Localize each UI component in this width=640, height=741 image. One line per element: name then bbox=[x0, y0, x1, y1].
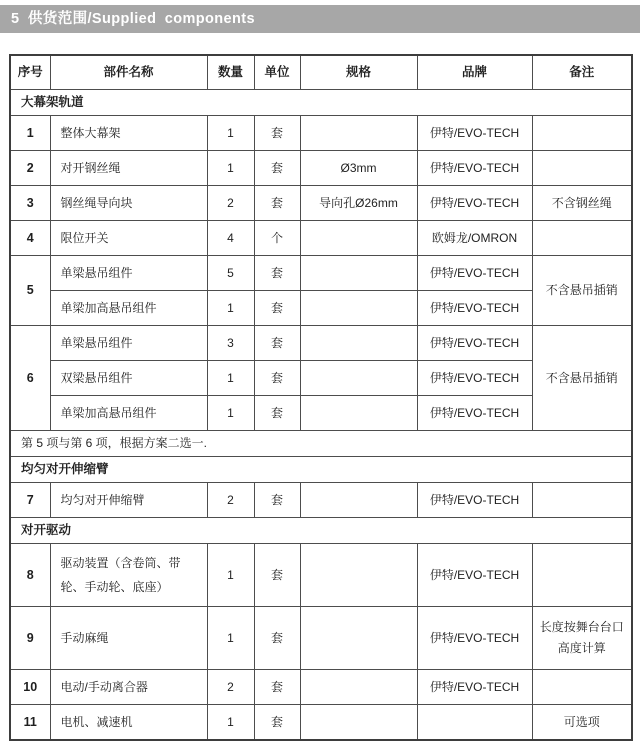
cell-name: 单梁加高悬吊组件 bbox=[50, 396, 207, 431]
table-row bbox=[10, 544, 632, 607]
cell-unit: 套 bbox=[254, 396, 300, 431]
column-header-name: 部件名称 bbox=[50, 55, 207, 90]
table-row bbox=[10, 483, 632, 518]
cell-spec bbox=[300, 291, 417, 326]
cell-name: 单梁悬吊组件 bbox=[50, 256, 207, 291]
cell-brand: 伊特/EVO-TECH bbox=[417, 607, 532, 670]
cell-brand: 伊特/EVO-TECH bbox=[417, 326, 532, 361]
column-header-spec: 规格 bbox=[300, 55, 417, 90]
cell-qty: 2 bbox=[207, 483, 254, 518]
cell-note bbox=[532, 116, 632, 151]
table-row bbox=[10, 221, 632, 256]
table-row bbox=[10, 326, 632, 361]
cell-no: 2 bbox=[10, 151, 50, 186]
section-row bbox=[10, 90, 632, 116]
cell-brand: 伊特/EVO-TECH bbox=[417, 291, 532, 326]
cell-brand: 欧姆龙/OMRON bbox=[417, 221, 532, 256]
cell-note bbox=[532, 151, 632, 186]
cell-spec bbox=[300, 705, 417, 741]
cell-unit: 套 bbox=[254, 256, 300, 291]
section-header: 对开驱动 bbox=[10, 518, 632, 544]
cell-spec bbox=[300, 221, 417, 256]
cell-no: 3 bbox=[10, 186, 50, 221]
cell-note bbox=[532, 544, 632, 607]
cell-no: 7 bbox=[10, 483, 50, 518]
cell-unit: 套 bbox=[254, 116, 300, 151]
cell-name: 单梁加高悬吊组件 bbox=[50, 291, 207, 326]
cell-no: 4 bbox=[10, 221, 50, 256]
cell-qty: 2 bbox=[207, 186, 254, 221]
section-row bbox=[10, 518, 632, 544]
cell-unit: 套 bbox=[254, 705, 300, 741]
cell-name: 电动/手动离合器 bbox=[50, 670, 207, 705]
cell-name: 对开钢丝绳 bbox=[50, 151, 207, 186]
table-row bbox=[10, 116, 632, 151]
cell-spec bbox=[300, 544, 417, 607]
cell-qty: 2 bbox=[207, 670, 254, 705]
cell-name: 限位开关 bbox=[50, 221, 207, 256]
cell-unit: 个 bbox=[254, 221, 300, 256]
cell-spec bbox=[300, 361, 417, 396]
cell-unit: 套 bbox=[254, 607, 300, 670]
cell-qty: 1 bbox=[207, 544, 254, 607]
cell-qty: 1 bbox=[207, 291, 254, 326]
cell-brand: 伊特/EVO-TECH bbox=[417, 186, 532, 221]
cell-brand: 伊特/EVO-TECH bbox=[417, 151, 532, 186]
cell-note: 可选项 bbox=[532, 705, 632, 741]
cell-note bbox=[532, 221, 632, 256]
cell-name: 整体大幕架 bbox=[50, 116, 207, 151]
cell-qty: 4 bbox=[207, 221, 254, 256]
cell-name: 手动麻绳 bbox=[50, 607, 207, 670]
cell-spec: Ø3mm bbox=[300, 151, 417, 186]
note-row bbox=[10, 431, 632, 457]
cell-note bbox=[532, 483, 632, 518]
cell-brand: 伊特/EVO-TECH bbox=[417, 256, 532, 291]
cell-no: 1 bbox=[10, 116, 50, 151]
components-table bbox=[9, 54, 633, 741]
cell-brand bbox=[417, 705, 532, 741]
cell-no: 9 bbox=[10, 607, 50, 670]
cell-qty: 1 bbox=[207, 705, 254, 741]
cell-unit: 套 bbox=[254, 544, 300, 607]
cell-note: 不含悬吊插销 bbox=[532, 256, 632, 326]
cell-qty: 1 bbox=[207, 361, 254, 396]
column-header-note: 备注 bbox=[532, 55, 632, 90]
column-header-brand: 品牌 bbox=[417, 55, 532, 90]
table-header-row bbox=[10, 55, 632, 90]
cell-spec bbox=[300, 326, 417, 361]
cell-qty: 5 bbox=[207, 256, 254, 291]
cell-unit: 套 bbox=[254, 291, 300, 326]
page-title: 5 供货范围/Supplied components bbox=[0, 5, 640, 33]
column-header-unit: 单位 bbox=[254, 55, 300, 90]
cell-qty: 3 bbox=[207, 326, 254, 361]
cell-name: 双梁悬吊组件 bbox=[50, 361, 207, 396]
cell-brand: 伊特/EVO-TECH bbox=[417, 361, 532, 396]
cell-spec: 导向孔Ø26mm bbox=[300, 186, 417, 221]
cell-unit: 套 bbox=[254, 483, 300, 518]
cell-brand: 伊特/EVO-TECH bbox=[417, 396, 532, 431]
cell-spec bbox=[300, 607, 417, 670]
table-row bbox=[10, 705, 632, 741]
cell-note bbox=[532, 670, 632, 705]
table-row bbox=[10, 670, 632, 705]
table-note: 第 5 项与第 6 项，根据方案二选一. bbox=[10, 431, 632, 457]
cell-brand: 伊特/EVO-TECH bbox=[417, 116, 532, 151]
cell-no: 5 bbox=[10, 256, 50, 326]
table-row bbox=[10, 256, 632, 291]
cell-name: 电机、减速机 bbox=[50, 705, 207, 741]
cell-spec bbox=[300, 483, 417, 518]
cell-note: 长度按舞台台口高度计算 bbox=[532, 607, 632, 670]
cell-name: 均匀对开伸缩臂 bbox=[50, 483, 207, 518]
cell-qty: 1 bbox=[207, 116, 254, 151]
cell-unit: 套 bbox=[254, 361, 300, 396]
cell-spec bbox=[300, 670, 417, 705]
cell-unit: 套 bbox=[254, 151, 300, 186]
table-body bbox=[10, 90, 632, 741]
table-row bbox=[10, 151, 632, 186]
cell-no: 8 bbox=[10, 544, 50, 607]
cell-qty: 1 bbox=[207, 151, 254, 186]
cell-name: 驱动装置（含卷筒、带轮、手动轮、底座） bbox=[50, 544, 207, 607]
cell-unit: 套 bbox=[254, 326, 300, 361]
cell-unit: 套 bbox=[254, 186, 300, 221]
cell-name: 钢丝绳导向块 bbox=[50, 186, 207, 221]
cell-brand: 伊特/EVO-TECH bbox=[417, 544, 532, 607]
table-row bbox=[10, 186, 632, 221]
cell-spec bbox=[300, 256, 417, 291]
cell-unit: 套 bbox=[254, 670, 300, 705]
cell-brand: 伊特/EVO-TECH bbox=[417, 483, 532, 518]
column-header-qty: 数量 bbox=[207, 55, 254, 90]
cell-note: 不含悬吊插销 bbox=[532, 326, 632, 431]
cell-qty: 1 bbox=[207, 396, 254, 431]
section-header: 大幕架轨道 bbox=[10, 90, 632, 116]
cell-qty: 1 bbox=[207, 607, 254, 670]
cell-note: 不含钢丝绳 bbox=[532, 186, 632, 221]
column-header-no: 序号 bbox=[10, 55, 50, 90]
section-header: 均匀对开伸缩臂 bbox=[10, 457, 632, 483]
cell-brand: 伊特/EVO-TECH bbox=[417, 670, 532, 705]
cell-name: 单梁悬吊组件 bbox=[50, 326, 207, 361]
cell-no: 6 bbox=[10, 326, 50, 431]
cell-no: 11 bbox=[10, 705, 50, 741]
table-row bbox=[10, 607, 632, 670]
cell-spec bbox=[300, 116, 417, 151]
section-row bbox=[10, 457, 632, 483]
cell-no: 10 bbox=[10, 670, 50, 705]
cell-spec bbox=[300, 396, 417, 431]
